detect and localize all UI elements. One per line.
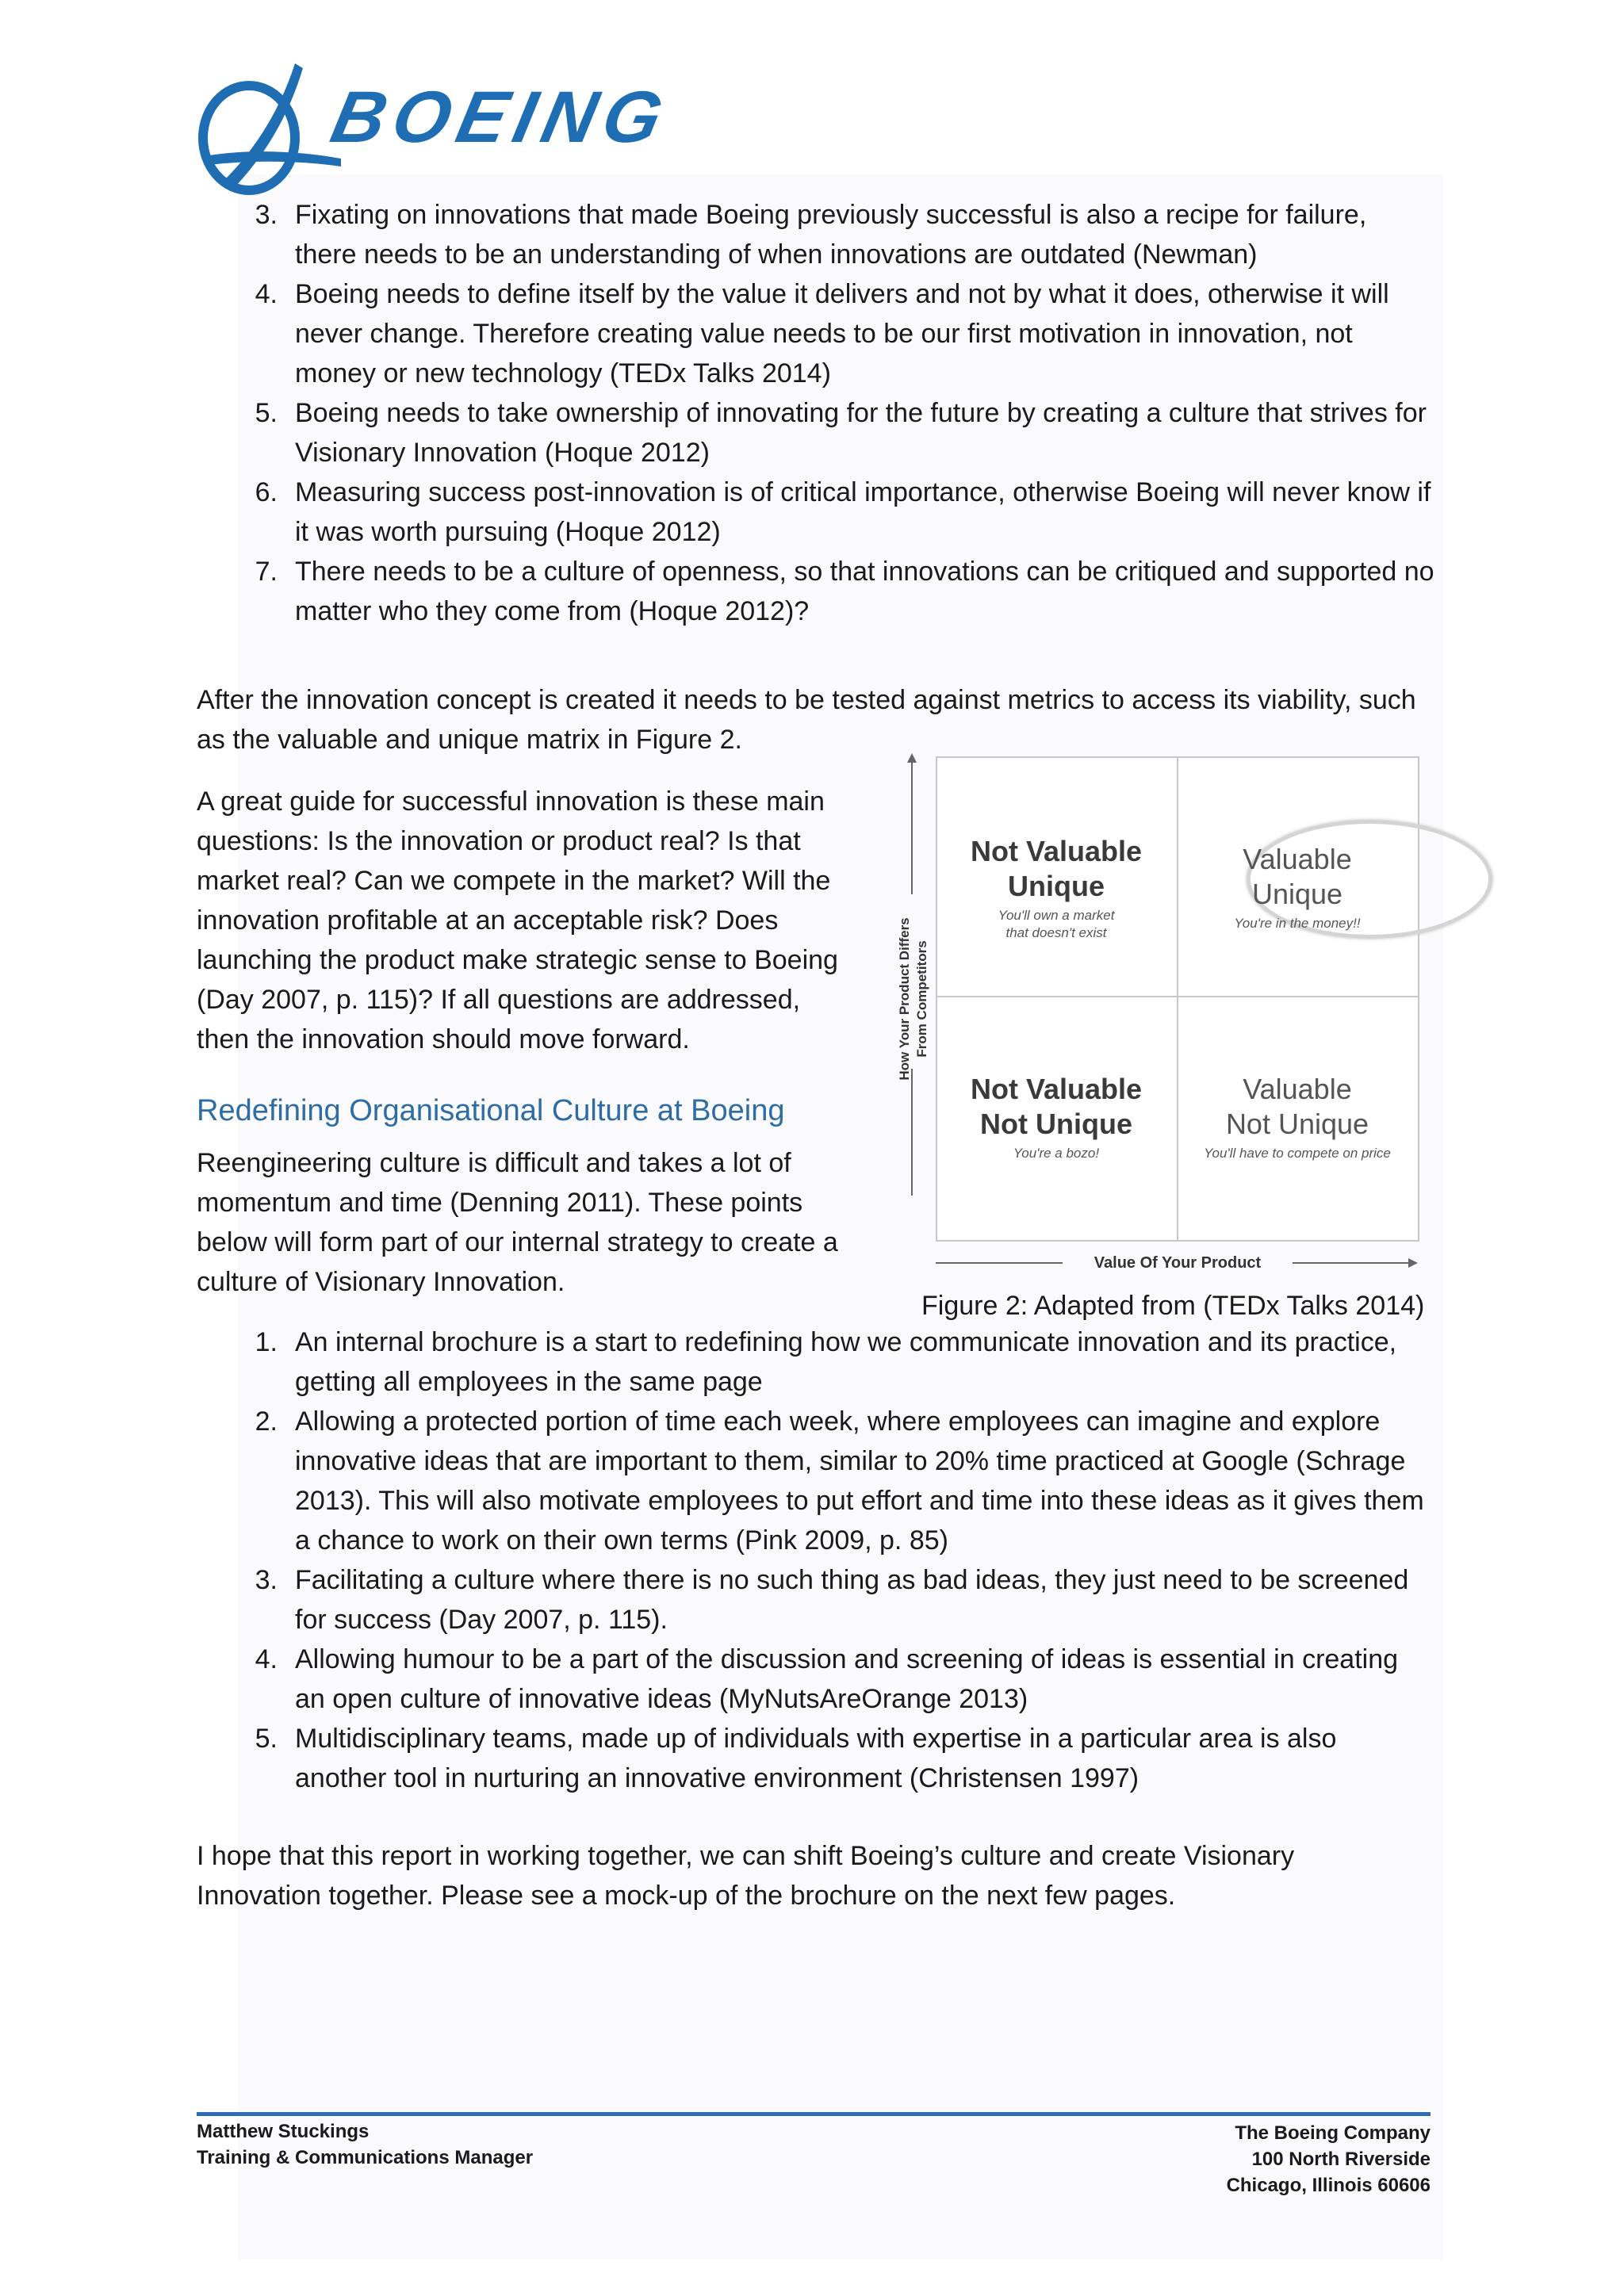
company-street: 100 North Riverside <box>1251 2149 1431 2170</box>
list-item: 5. Boeing needs to take ownership of innovating for the future by creating a culture that strives for Visionary Innovation (Hoque 2012) <box>255 398 1427 468</box>
value-unique-matrix-figure <box>872 752 1443 1283</box>
author-name: Matthew Stuckings <box>197 2121 370 2142</box>
list-item: 2. Allowing a protected portion of time each week, where employees can imagine and explore innovative ideas that are important to them, similar to 20% time practiced at Google (Schrage 2013). This will also motivate employees to put effort and time into these ideas as it gives them a chance to work on their own terms (Pink 2009, p. 85) <box>255 1406 1424 1556</box>
boeing-logo-icon <box>193 60 344 200</box>
list-item: 4. Boeing needs to define itself by the value it delivers and not by what it does, otherwise it will never change. Therefore creating value needs to be our first motivation in innovation, not money or new technology (TEDx Talks 2014) <box>255 279 1389 388</box>
matrix-divider-vertical <box>1177 758 1178 1240</box>
footer-address <box>1227 2120 1431 2198</box>
list-item: 4. Allowing humour to be a part of the discussion and screening of ideas is essential in creating an open culture of innovative ideas (MyNutsAreOrange 2013) <box>255 1644 1399 1714</box>
company-name: The Boeing Company <box>1235 2122 1431 2144</box>
quadrant-not-valuable-unique: Not Valuable Unique You'll own a market that doesn't exist <box>970 835 1143 940</box>
quadrant-valuable-not-unique: Valuable Not Unique You'll have to compete on price <box>1204 1073 1391 1161</box>
matrix-divider-horizontal <box>937 996 1418 997</box>
footer-author <box>197 2118 533 2171</box>
y-axis-label: How Your Product Differs From Competitors <box>897 917 929 1081</box>
numbered-list-top <box>238 195 1435 631</box>
figure-caption: Figure 2: Adapted from (TEDx Talks 2014) <box>921 1291 1425 1321</box>
list-item: 5. Multidisciplinary teams, made up of individuals with expertise in a particular area is also another tool in nurturing an innovative environment (Christensen 1997) <box>255 1724 1337 1793</box>
boeing-wordmark: BOEING <box>324 77 677 158</box>
company-city: Chicago, Illinois 60606 <box>1226 2175 1431 2196</box>
author-role: Training & Communications Manager <box>197 2147 534 2168</box>
x-axis-label: Value Of Your Product <box>1094 1254 1262 1272</box>
list-item: 6. Measuring success post-innovation is of critical importance, otherwise Boeing will never know if it was worth pursuing (Hoque 2012) <box>255 477 1431 547</box>
list-item: 3. Fixating on innovations that made Boeing previously successful is also a recipe for failure, there needs to be an understanding of when innovations are outdated (Newman) <box>255 200 1367 270</box>
paragraph-closing: I hope that this report in working together, we can shift Boeing’s culture and create Visionary Innovation together. Please see a mock-up of the brochure on the next few pages. <box>197 1841 1295 1911</box>
list-item: 3. Facilitating a culture where there is no such thing as bad ideas, they just need to be screened for success (Day 2007, p. 115). <box>255 1565 1409 1635</box>
quadrant-not-valuable-not-unique: Not Valuable Not Unique You're a bozo! <box>970 1073 1143 1161</box>
matrix-grid <box>936 756 1419 1242</box>
list-item: 1. An internal brochure is a start to redefining how we communicate innovation and its practice, getting all employees in the same page <box>255 1327 1397 1397</box>
footer-rule <box>197 2112 1431 2116</box>
paragraph-metrics: After the innovation concept is created it needs to be tested against metrics to access its viability, such as the valuable and unique matrix in Figure 2. <box>197 685 1416 755</box>
paragraph-guide: A great guide for successful innovation is these main questions: Is the innovation or product real? Is that market real? Can we compete in the market? Will the innovation profitable at an acceptable risk? Does launching the product make strategic sense to Boeing (Day 2007, p. 115)? If all questions are addressed, then the innovation should move forward. <box>197 786 838 1054</box>
list-item: 7. There needs to be a culture of openness, so that innovations can be critiqued and supported no matter who they come from (Hoque 2012)? <box>255 557 1434 626</box>
section-heading: Redefining Organisational Culture at Boeing <box>197 1094 785 1127</box>
quadrant-valuable-unique: Valuable Unique You're in the money!! <box>1234 843 1361 931</box>
numbered-list-bottom <box>238 1322 1435 1798</box>
paragraph-culture: Reengineering culture is difficult and takes a lot of momentum and time (Denning 2011). These points below will form part of our internal strategy to create a culture of Visionary Innovation. <box>197 1148 838 1297</box>
